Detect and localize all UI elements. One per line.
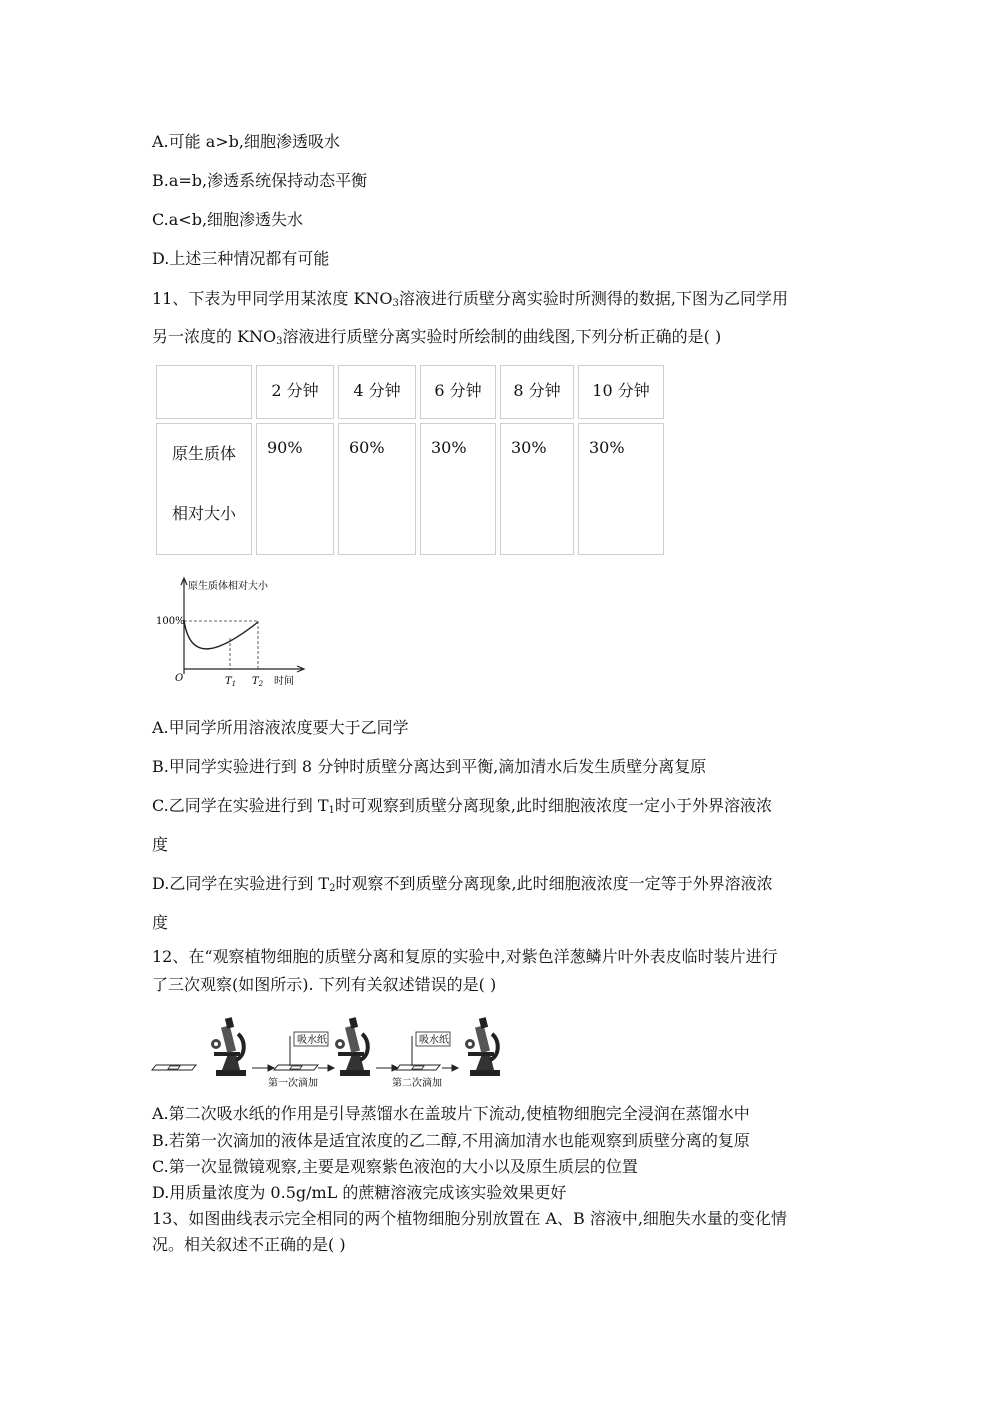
graph-100-label: 100% [156, 616, 185, 627]
microscope-icon [211, 1017, 246, 1076]
q10-option-b: B.a=b,渗透系统保持动态平衡 [152, 171, 368, 190]
drop-label-2: 第二次滴加 [392, 1078, 442, 1089]
q12-stem-line2: 了三次观察(如图所示). 下列有关叙述错误的是( ) [152, 975, 497, 994]
q11-option-d-cont: 度 [152, 913, 169, 932]
q11-option-c-cont: 度 [152, 835, 169, 854]
q11-option-d: D.乙同学在实验进行到 $T_2$时观察不到质壁分离现象,此时细胞液浓度一定等于外界溶液浓 [152, 874, 773, 894]
table-cell: 30% [500, 423, 574, 555]
q11-data-table [152, 361, 668, 559]
paper-label-2: 吸水纸 [419, 1035, 449, 1046]
q13-stem-line2: 况。相关叙述不正确的是( ) [152, 1235, 346, 1254]
q10-option-d: D.上述三种情况都有可能 [152, 249, 330, 268]
q12-option-d: D.用质量浓度为 0.5g/mL 的蔗糖溶液完成该实验效果更好 [152, 1183, 567, 1202]
q10-option-a: A.可能 a>b,细胞渗透吸水 [152, 132, 341, 151]
slide-icon [274, 1065, 318, 1070]
table-header-cell: 6 分钟 [420, 365, 496, 419]
microscope-icon [465, 1017, 500, 1076]
graph-t2-label: $T_2$ [252, 676, 264, 688]
q11-stem-line1: 11、下表为甲同学用某浓度 $KNO_3$溶液进行质壁分离实验时所测得的数据,下图为乙同学用 [152, 289, 788, 309]
slide-icon [152, 1065, 196, 1070]
table-cell: 30% [578, 423, 664, 555]
q11-option-b: B.甲同学实验进行到 8 分钟时质壁分离达到平衡,滴加清水后发生质壁分离复原 [152, 757, 707, 776]
table-row [156, 423, 664, 555]
table-header-cell: 10 分钟 [578, 365, 664, 419]
graph-origin: O [175, 673, 184, 684]
microscope-icon [335, 1017, 370, 1076]
q10-option-c: C.a<b,细胞渗透失水 [152, 210, 304, 229]
q11-option-a: A.甲同学所用溶液浓度要大于乙同学 [152, 718, 409, 737]
q12-option-c: C.第一次显微镜观察,主要是观察紫色液泡的大小以及原生质层的位置 [152, 1157, 638, 1176]
table-header-row [156, 365, 664, 419]
q12-option-a: A.第二次吸水纸的作用是引导蒸馏水在盖玻片下流动,使植物细胞完全浸润在蒸馏水中 [152, 1104, 750, 1123]
q12-option-b: B.若第一次滴加的液体是适宜浓度的乙二醇,不用滴加清水也能观察到质壁分离的复原 [152, 1131, 750, 1150]
table-header-cell: 2 分钟 [256, 365, 334, 419]
q13-stem-line1: 13、如图曲线表示完全相同的两个植物细胞分别放置在 A、B 溶液中,细胞失水量的变化情 [152, 1209, 787, 1228]
graph-t1-label: $T_1$ [225, 676, 237, 688]
table-header-cell: 4 分钟 [338, 365, 416, 419]
drop-label-1: 第一次滴加 [268, 1078, 318, 1089]
table-cell: 30% [420, 423, 496, 555]
paper-label-1: 吸水纸 [297, 1035, 327, 1046]
q12-experiment-figure [150, 1016, 510, 1090]
q11-protoplast-graph [156, 574, 310, 688]
q11-option-c: C.乙同学在实验进行到 $T_1$时可观察到质壁分离现象,此时细胞液浓度一定小于外界溶液浓 [152, 796, 772, 816]
table-corner-cell [156, 365, 252, 419]
table-cell: 90% [256, 423, 334, 555]
table-header-cell: 8 分钟 [500, 365, 574, 419]
protoplast-curve [184, 620, 258, 649]
q11-stem-line2: 另一浓度的 $KNO_3$溶液进行质壁分离实验时所绘制的曲线图,下列分析正确的是( ) [152, 327, 722, 347]
slide-icon [396, 1065, 440, 1070]
graph-ylabel: 原生质体相对大小 [188, 581, 268, 592]
table-row-label: 原生质体 相对大小 [156, 423, 252, 555]
table-cell: 60% [338, 423, 416, 555]
q12-stem-line1: 12、在“观察植物细胞的质壁分离和复原的实验中,对紫色洋葱鳞片叶外表皮临时装片进行 [152, 947, 778, 966]
graph-xlabel: 时间 [274, 676, 294, 687]
